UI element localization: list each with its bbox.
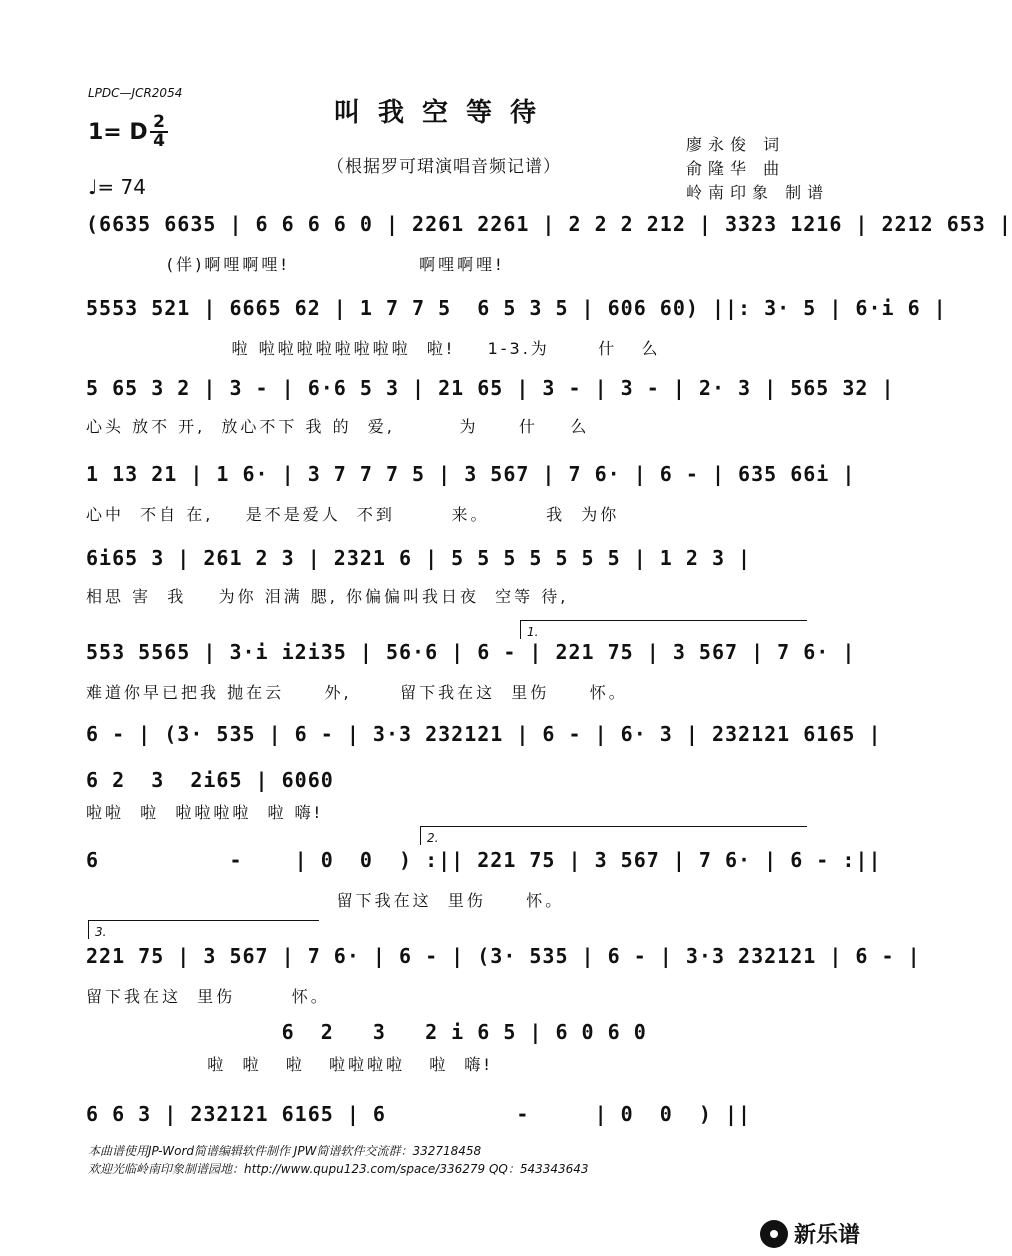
lyric-line-8: 啦啦 啦 啦啦啦啦 啦 嗨!	[86, 803, 324, 822]
notation-line-12: 6 6 3 | 232121 6165 | 6 - | 0 0 ) ||	[86, 1102, 752, 1126]
time-signature	[150, 114, 168, 150]
record-disc-icon	[760, 1220, 788, 1248]
time-signature-top: 2	[153, 112, 165, 132]
notation-line-9: 6 - | 0 0 ) :|| 221 75 | 3 567 | 7 6· | 6 - :||	[86, 848, 882, 872]
notation-line-4: 1 13 21 | 1 6· | 3 7 7 7 5 | 3 567 | 7 6· | 6 - | 635 66i |	[86, 462, 856, 486]
site-logo	[760, 1218, 860, 1249]
page-title: 叫我空等待	[333, 98, 554, 128]
notation-line-11: 6 2 3 2 i 6 5 | 6 0 6 0	[86, 1020, 647, 1044]
volta-label-3: 3.	[95, 925, 107, 939]
composer-credit: 俞隆华 曲	[686, 159, 786, 178]
lyric-line-4: 心中 不自 在, 是不是爱人 不到 来。 我 为你	[86, 505, 620, 524]
footer-line-2: 欢迎光临岭南印象制谱园地：http://www.qupu123.com/space/336279 QQ：543343643	[88, 1162, 589, 1176]
lyric-line-11: 啦 啦 啦 啦啦啦啦 啦 嗨!	[86, 1055, 493, 1074]
score-code: LPDC—JCR2054	[88, 86, 183, 100]
arranger-credit: 岭南印象 制谱	[686, 183, 830, 202]
notation-line-2: 5553 521 | 6665 62 | 1 7 7 5 6 5 3 5 | 606 60) ||: 3· 5 | 6·i 6 |	[86, 296, 947, 320]
notation-line-1: (6635 6635 | 6 6 6 6 0 | 2261 2261 | 2 2 2 212 | 3323 1216 | 2212 653 |	[86, 212, 1012, 236]
notation-line-7: 6 - | (3· 535 | 6 - | 3·3 232121 | 6 - | 6· 3 | 232121 6165 |	[86, 722, 882, 746]
notation-line-3: 5 65 3 2 | 3 - | 6·6 5 3 | 21 65 | 3 - | 3 - | 2· 3 | 565 32 |	[86, 376, 895, 400]
lyric-line-3: 心头 放不 开, 放心不下 我 的 爱, 为 什 么	[86, 417, 590, 436]
notation-line-8: 6 2 3 2i65 | 6060	[86, 768, 334, 792]
subtitle: （根据罗可珺演唱音频记谱）	[327, 157, 561, 177]
tempo-marking: ♩= 74	[88, 175, 146, 199]
footer-line-1: 本曲谱使用JP-Word简谱编辑软件制作 JPW简谱软件交流群：332718458	[88, 1144, 482, 1158]
lyric-line-2: 啦 啦啦啦啦啦啦啦啦 啦! 1-3.为 什 么	[86, 339, 661, 358]
lyric-line-5: 相思 害 我 为你 泪满 腮, 你偏偏叫我日夜 空等 待,	[86, 587, 569, 606]
notation-line-6: 553 5565 | 3·i i2i35 | 56·6 | 6 - | 221 75 | 3 567 | 7 6· |	[86, 640, 856, 664]
volta-bracket-1	[520, 620, 807, 639]
volta-bracket-2	[420, 826, 807, 845]
lyric-line-1: (伴)啊哩啊哩! 啊哩啊哩!	[86, 255, 505, 274]
lyric-line-10: 留下我在这 里伤 怀。	[86, 987, 330, 1006]
volta-label-1: 1.	[527, 625, 539, 639]
notation-line-5: 6i65 3 | 261 2 3 | 2321 6 | 5 5 5 5 5 5 5 | 1 2 3 |	[86, 546, 752, 570]
lyricist-credit: 廖永俊 词	[686, 135, 786, 154]
lyric-line-6: 难道你早已把我 抛在云 外, 留下我在这 里伤 怀。	[86, 683, 628, 702]
notation-line-10: 221 75 | 3 567 | 7 6· | 6 - | (3· 535 | 6 - | 3·3 232121 | 6 - |	[86, 944, 921, 968]
volta-label-2: 2.	[427, 831, 439, 845]
lyric-line-9: 留下我在这 里伤 怀。	[86, 891, 565, 910]
volta-bracket-3	[88, 920, 319, 939]
time-signature-bottom: 4	[150, 131, 168, 150]
logo-text: 新乐谱	[794, 1223, 861, 1248]
key-signature: 1= D	[88, 120, 148, 145]
